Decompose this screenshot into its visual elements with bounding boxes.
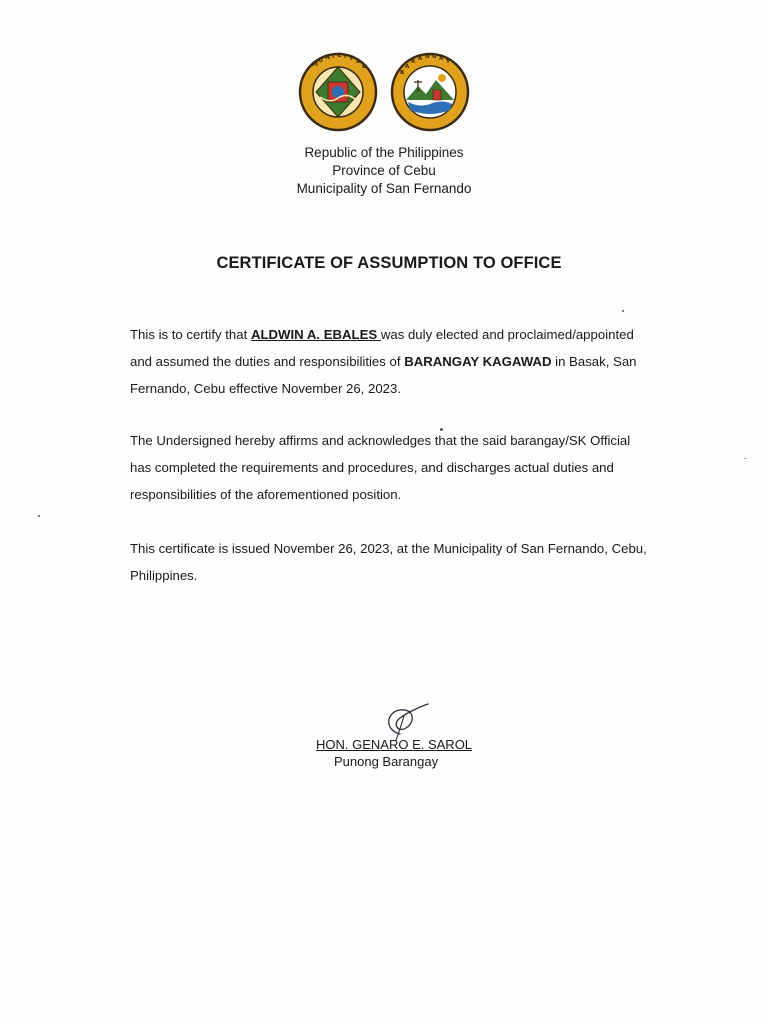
header-province: Province of Cebu — [332, 163, 436, 178]
svg-text:C: C — [337, 52, 342, 59]
svg-text:L: L — [362, 63, 366, 70]
svg-text:R: R — [411, 59, 416, 65]
svg-text:A: A — [418, 56, 423, 62]
svg-text:I: I — [332, 53, 335, 60]
paragraph-issuance: This certificate is issued November 26, 2023, at the Municipality of San Fernando, Cebu, Philippines. — [130, 541, 647, 583]
p1-intro: This is to certify that — [130, 327, 251, 342]
seals-row — [0, 52, 768, 132]
signature-block — [300, 700, 480, 780]
p1-after: in Basak, San Fernando, Cebu effective November 26, 2023. — [130, 354, 637, 396]
svg-text:U: U — [318, 57, 323, 64]
signatory-title: Punong Barangay — [334, 754, 439, 769]
municipal-seal-icon — [298, 52, 378, 132]
paragraph-affirmation: The Undersigned hereby affirms and acknowledges that the said barangay/SK Official has completed the requirements and procedures, and discharges actual duties and responsibilities of the aforementioned position. — [130, 433, 631, 502]
svg-text:B: B — [400, 70, 405, 76]
svg-text:G: G — [432, 54, 437, 60]
scan-speck — [744, 458, 747, 459]
svg-text:P: P — [350, 55, 355, 62]
official-name: ALDWIN A. EBALES — [250, 327, 381, 342]
scan-speck — [38, 515, 40, 517]
signatory-name: HON. GENARO E. SAROL — [316, 737, 473, 752]
position-title: BARANGAY KAGAWAD — [404, 354, 552, 369]
header-country: Republic of the Philippines — [304, 145, 464, 160]
paragraph-certification — [130, 321, 655, 402]
svg-text:A: A — [439, 56, 444, 62]
svg-text:Y: Y — [446, 59, 450, 65]
document-header — [0, 144, 768, 198]
svg-text:M: M — [312, 61, 318, 68]
header-municipality: Municipality of San Fernando — [296, 181, 472, 196]
scan-speck — [622, 310, 624, 312]
svg-text:I: I — [344, 53, 347, 60]
svg-text:A: A — [356, 58, 361, 65]
svg-text:N: N — [425, 54, 430, 60]
scan-speck — [440, 428, 443, 431]
p1-middle: was duly elected and proclaimed/appointed and assumed the duties and responsibilities of — [130, 327, 634, 369]
svg-text:A: A — [405, 64, 410, 70]
svg-text:N: N — [325, 54, 331, 61]
barangay-seal-icon — [390, 52, 470, 132]
certificate-title: CERTIFICATE OF ASSUMPTION TO OFFICE — [216, 254, 562, 272]
